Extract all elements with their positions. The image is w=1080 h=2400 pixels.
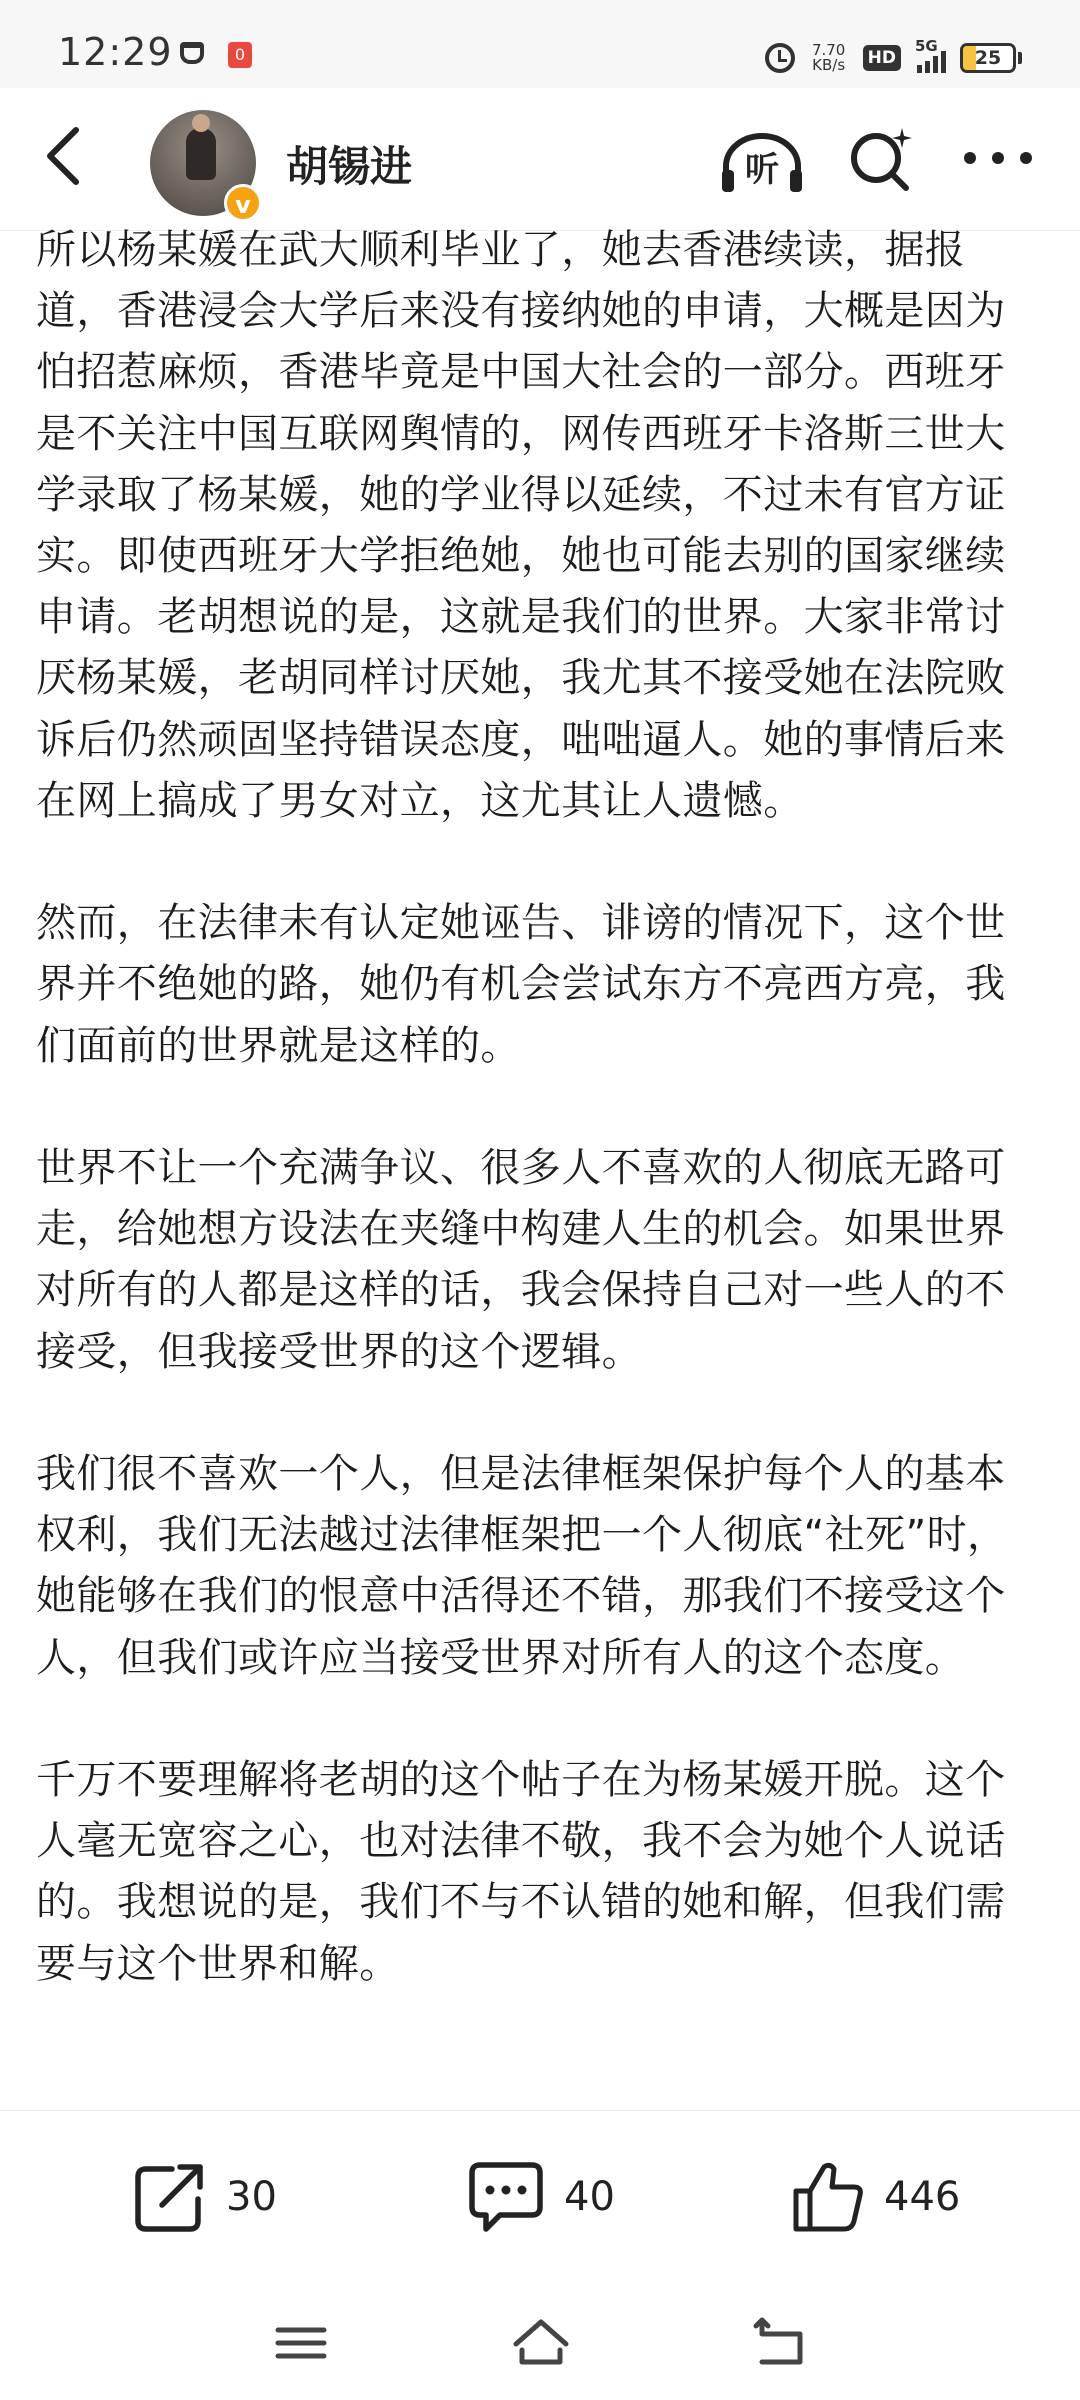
comment-button[interactable] (466, 2157, 615, 2237)
back-arrow-icon (36, 124, 100, 188)
network-type-label: 5G (915, 37, 938, 55)
signal-icon (915, 37, 946, 73)
post-body[interactable] (36, 220, 1044, 2110)
like-button[interactable] (790, 2157, 960, 2237)
post-header (0, 88, 1080, 231)
notification-badge: 0 (228, 42, 252, 68)
more-options-button[interactable] (960, 138, 1036, 178)
comment-count: 40 (564, 2174, 615, 2220)
more-dots-icon (960, 138, 1036, 178)
post-paragraph: 世界不让一个充满争议、很多人不喜欢的人彻底无路可走，给她想方设法在夹缝中构建人生的机会。如果世界对所有的人都是这样的话，我会保持自己对一些人的不接受，但我接受世界的这个逻辑。 (36, 1145, 1006, 1375)
battery-tip (1018, 52, 1022, 64)
network-speed (809, 43, 849, 73)
search-button[interactable] (846, 124, 916, 194)
post-paragraph: 然而，在法律未有认定她诬告、诽谤的情况下，这个世界并不绝她的路，她仍有机会尝试东方不亮西方亮，我们面前的世界就是这样的。 (36, 900, 1006, 1069)
network-speed-value: 7.70 (811, 41, 846, 59)
status-time: 12:29 (58, 30, 173, 74)
like-count: 446 (884, 2174, 961, 2220)
battery-icon (960, 43, 1016, 73)
home-icon (508, 2310, 574, 2376)
avatar-photo (186, 128, 216, 180)
listen-label: 听 (745, 150, 779, 190)
hd-icon: HD (863, 45, 901, 71)
post-paragraph: 所以杨某媛在武大顺利毕业了，她去香港续读，据报道，香港浸会大学后来没有接纳她的申请，大概是因为怕招惹麻烦，香港毕竟是中国大社会的一部分。西班牙是不关注中国互联网舆情的，网传西班牙卡洛斯三世大学录取了杨某媛，她的学业得以延续，不过未有官方证实。即使西班牙大学拒绝她，她也可能去别的国家继续申请。老胡想说的是，这就是我们的世界。大家非常讨厌杨某媛，老胡同样讨厌她，我尤其不接受她在法院败诉后仍然顽固坚持错误态度，咄咄逼人。她的事情后来在网上搞成了男女对立，这尤其让人遗憾。 (36, 227, 1006, 824)
battery-level: 25 (974, 47, 1002, 69)
post-paragraph: 千万不要理解将老胡的这个帖子在为杨某媛开脱。这个人毫无宽容之心，也对法律不敬，我不会为她个人说话的。我想说的是，我们不与不认错的她和解，但我们需要与这个世界和解。 (36, 1757, 1006, 1987)
repost-count: 30 (226, 2174, 277, 2220)
return-icon (748, 2310, 814, 2376)
action-bar (0, 2110, 1080, 2286)
repost-button[interactable] (132, 2157, 277, 2237)
search-sparkle-icon (846, 124, 916, 194)
user-name[interactable]: 胡锡进 (286, 142, 413, 191)
status-icons (765, 36, 1022, 80)
notification-app-icon (180, 42, 204, 64)
home-button[interactable] (508, 2310, 574, 2376)
menu-button[interactable] (268, 2310, 334, 2376)
share-icon (132, 2159, 208, 2235)
avatar[interactable] (150, 110, 256, 219)
post-paragraph: 我们很不喜欢一个人，但是法律框架保护每个人的基本权利，我们无法越过法律框架把一个人彻底“社死”时，她能够在我们的恨意中活得还不错，那我们不接受这个人，但我们或许应当接受世界对所有人的这个态度。 (36, 1451, 1008, 1681)
comment-icon (466, 2159, 546, 2235)
back-button[interactable] (36, 124, 100, 188)
network-speed-unit: KB/s (812, 56, 846, 74)
menu-lines-icon (268, 2310, 334, 2376)
thumbs-up-icon (790, 2159, 866, 2235)
listen-button[interactable] (720, 128, 804, 194)
verified-badge-icon: v (224, 184, 262, 222)
alarm-icon (765, 43, 795, 73)
system-nav-bar (0, 2286, 1080, 2400)
back-nav-button[interactable] (748, 2310, 814, 2376)
